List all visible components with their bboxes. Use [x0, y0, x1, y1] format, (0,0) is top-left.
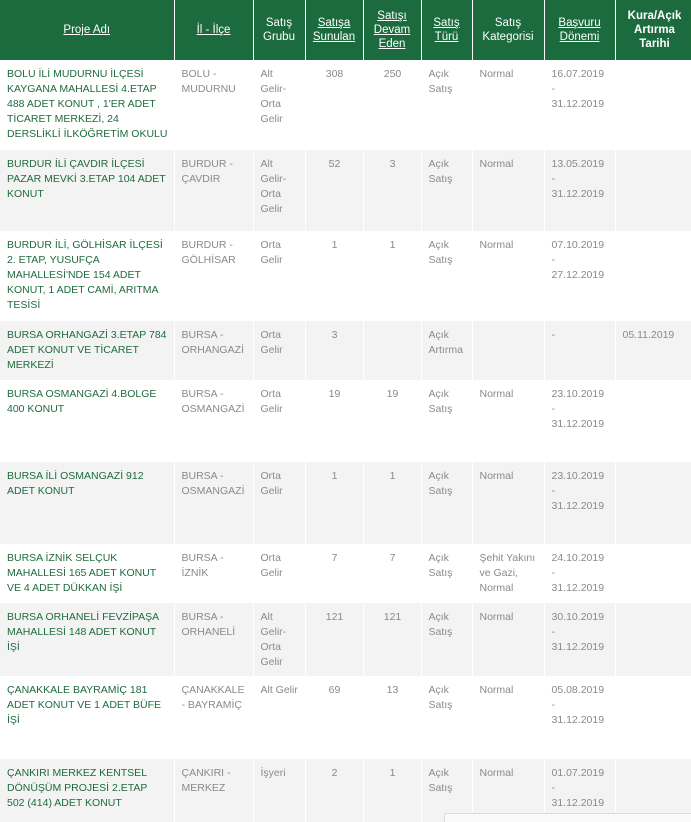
offered-count-cell: 52: [305, 150, 363, 231]
draw-date-cell: [615, 150, 691, 231]
ongoing-count-cell: 19: [363, 380, 421, 462]
ongoing-count-cell: 1: [363, 231, 421, 321]
application-period-cell: 05.08.2019 - 31.12.2019: [544, 676, 615, 759]
project-name-link[interactable]: BURDUR İLİ, GÖLHİSAR İLÇESİ 2. ETAP, YUSUFÇA MAHALLESİ'NDE 154 ADET KONUT, 1 ADET CAMİ, ARITMA TESİSİ: [0, 231, 174, 321]
table-row: [0, 603, 691, 676]
project-name-link[interactable]: BURSA ORHANGAZİ 3.ETAP 784 ADET KONUT VE TİCARET MERKEZİ: [0, 321, 174, 380]
horizontal-scrollbar[interactable]: [444, 813, 691, 822]
application-period-cell: 23.10.2019 - 31.12.2019: [544, 380, 615, 462]
project-name-link[interactable]: BURDUR İLİ ÇAVDIR İLÇESİ PAZAR MEVKİ 3.ETAP 104 ADET KONUT: [0, 150, 174, 231]
sale-category-cell: [472, 321, 544, 380]
application-period-cell: 07.10.2019 - 27.12.2019: [544, 231, 615, 321]
sales-group-cell: İşyeri: [253, 759, 305, 822]
table-row: [0, 231, 691, 321]
sale-category-cell: Normal: [472, 60, 544, 150]
header-sale-ongoing[interactable]: Satışı Devam Eden: [363, 0, 421, 60]
offered-count-cell: 1: [305, 462, 363, 544]
sale-type-cell: Açık Satış: [421, 544, 472, 603]
header-sale-type[interactable]: Satış Türü: [421, 0, 472, 60]
offered-count-cell: 3: [305, 321, 363, 380]
sale-type-cell: Açık Artırma: [421, 321, 472, 380]
header-project-name[interactable]: Proje Adı: [0, 0, 174, 60]
project-name-link[interactable]: BURSA ORHANELİ FEVZİPAŞA MAHALLESİ 148 ADET KONUT İŞİ: [0, 603, 174, 676]
header-application-period[interactable]: Başvuru Dönemi: [544, 0, 615, 60]
location-cell: BOLU - MUDURNU: [174, 60, 253, 150]
location-cell: BURSA - İZNİK: [174, 544, 253, 603]
sale-type-cell: Açık Satış: [421, 60, 472, 150]
offered-count-cell: 1: [305, 231, 363, 321]
header-draw-auction-date: Kura/Açık Artırma Tarihi: [615, 0, 691, 60]
table-row: [0, 321, 691, 380]
ongoing-count-cell: 1: [363, 759, 421, 822]
sale-type-cell: Açık Satış: [421, 603, 472, 676]
sales-group-cell: Alt Gelir-Orta Gelir: [253, 60, 305, 150]
sale-category-cell: Normal: [472, 231, 544, 321]
sale-type-cell: Açık Satış: [421, 150, 472, 231]
table-row: [0, 676, 691, 759]
sale-category-cell: Normal: [472, 603, 544, 676]
sale-type-cell: Açık Satış: [421, 380, 472, 462]
location-cell: ÇANAKKALE - BAYRAMİÇ: [174, 676, 253, 759]
table-row: [0, 380, 691, 462]
offered-count-cell: 7: [305, 544, 363, 603]
sales-group-cell: Orta Gelir: [253, 321, 305, 380]
table-row: [0, 462, 691, 544]
project-name-link[interactable]: BURSA OSMANGAZİ 4.BOLGE 400 KONUT: [0, 380, 174, 462]
draw-date-cell: [615, 462, 691, 544]
project-name-link[interactable]: BOLU İLİ MUDURNU İLÇESİ KAYGANA MAHALLESİ 4.ETAP 488 ADET KONUT , 1'ER ADET TİCARET MERKEZİ, 24 DERSLİKLİ İLKÖĞRETİM OKULU: [0, 60, 174, 150]
project-name-link[interactable]: BURSA İLİ OSMANGAZİ 912 ADET KONUT: [0, 462, 174, 544]
offered-count-cell: 19: [305, 380, 363, 462]
location-cell: BURSA - OSMANGAZİ: [174, 380, 253, 462]
draw-date-cell: [615, 380, 691, 462]
ongoing-count-cell: 3: [363, 150, 421, 231]
sale-category-cell: Normal: [472, 380, 544, 462]
application-period-cell: 24.10.2019 - 31.12.2019: [544, 544, 615, 603]
location-cell: BURDUR - GÖLHİSAR: [174, 231, 253, 321]
location-cell: BURSA - ORHANELİ: [174, 603, 253, 676]
ongoing-count-cell: 13: [363, 676, 421, 759]
table-row: [0, 150, 691, 231]
table-row: [0, 60, 691, 150]
project-name-link[interactable]: ÇANAKKALE BAYRAMİÇ 181 ADET KONUT VE 1 ADET BÜFE İŞİ: [0, 676, 174, 759]
sale-category-cell: Normal: [472, 150, 544, 231]
draw-date-cell: [615, 676, 691, 759]
sales-group-cell: Alt Gelir-Orta Gelir: [253, 603, 305, 676]
draw-date-cell: [615, 60, 691, 150]
sales-group-cell: Alt Gelir-Orta Gelir: [253, 150, 305, 231]
sale-type-cell: Açık Satış: [421, 759, 472, 822]
ongoing-count-cell: 1: [363, 462, 421, 544]
table-header-row: [0, 0, 691, 60]
sales-group-cell: Alt Gelir: [253, 676, 305, 759]
sales-group-cell: Orta Gelir: [253, 380, 305, 462]
project-name-link[interactable]: ÇANKIRI MERKEZ KENTSEL DÖNÜŞÜM PROJESİ 2.ETAP 502 (414) ADET KONUT: [0, 759, 174, 822]
application-period-cell: -: [544, 321, 615, 380]
offered-count-cell: 2: [305, 759, 363, 822]
sale-category-cell: Şehit Yakını ve Gazi, Normal: [472, 544, 544, 603]
location-cell: BURSA - OSMANGAZİ: [174, 462, 253, 544]
sales-group-cell: Orta Gelir: [253, 544, 305, 603]
draw-date-cell: [615, 603, 691, 676]
application-period-cell: 01.07.2019 - 31.12.2019: [544, 759, 615, 822]
offered-count-cell: 308: [305, 60, 363, 150]
ongoing-count-cell: 121: [363, 603, 421, 676]
location-cell: BURSA - ORHANGAZİ: [174, 321, 253, 380]
table-row: [0, 544, 691, 603]
application-period-cell: 30.10.2019 - 31.12.2019: [544, 603, 615, 676]
ongoing-count-cell: [363, 321, 421, 380]
sales-group-cell: Orta Gelir: [253, 462, 305, 544]
project-name-link[interactable]: BURSA İZNİK SELÇUK MAHALLESİ 165 ADET KONUT VE 4 ADET DÜKKAN İŞİ: [0, 544, 174, 603]
sales-group-cell: Orta Gelir: [253, 231, 305, 321]
application-period-cell: 23.10.2019 - 31.12.2019: [544, 462, 615, 544]
draw-date-cell: 05.11.2019: [615, 321, 691, 380]
header-offered-for-sale[interactable]: Satışa Sunulan: [305, 0, 363, 60]
sale-category-cell: Normal: [472, 759, 544, 822]
sale-category-cell: Normal: [472, 676, 544, 759]
offered-count-cell: 121: [305, 603, 363, 676]
application-period-cell: 13.05.2019 - 31.12.2019: [544, 150, 615, 231]
location-cell: BURDUR - ÇAVDIR: [174, 150, 253, 231]
offered-count-cell: 69: [305, 676, 363, 759]
ongoing-count-cell: 250: [363, 60, 421, 150]
location-cell: ÇANKIRI - MERKEZ: [174, 759, 253, 822]
draw-date-cell: [615, 544, 691, 603]
ongoing-count-cell: 7: [363, 544, 421, 603]
sale-category-cell: Normal: [472, 462, 544, 544]
sale-type-cell: Açık Satış: [421, 462, 472, 544]
header-sales-group: Satış Grubu: [253, 0, 305, 60]
sale-type-cell: Açık Satış: [421, 231, 472, 321]
header-location[interactable]: İl - İlçe: [174, 0, 253, 60]
draw-date-cell: [615, 231, 691, 321]
application-period-cell: 16.07.2019 - 31.12.2019: [544, 60, 615, 150]
header-sale-category: Satış Kategorisi: [472, 0, 544, 60]
sale-type-cell: Açık Satış: [421, 676, 472, 759]
